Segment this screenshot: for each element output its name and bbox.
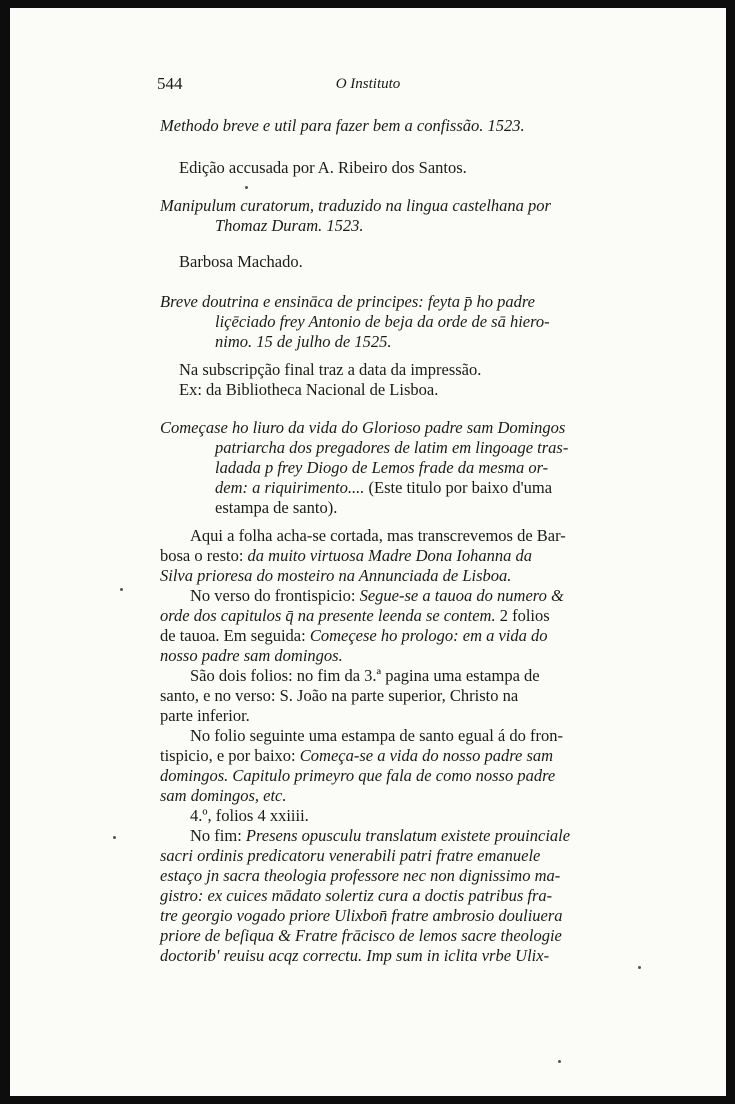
- body-line: [160, 746, 553, 766]
- entry-2-title-line: Manipulum curatorum, traduzido na lingua castelhana por: [160, 196, 551, 215]
- entry-4-title-line: [215, 478, 552, 498]
- body-line: Aqui a folha acha-se cortada, mas transcrevemos de Bar-: [190, 526, 566, 545]
- running-title: O Instituto: [335, 76, 401, 92]
- body-line: priore de beſiqua & Fratre frācisco de lemos sacre theologie: [160, 926, 562, 945]
- entry-1-note: Edição accusada por A. Ribeiro dos Santos.: [179, 158, 467, 177]
- body-line: doctorib' reuisu acqz correctu. Imp sum in iclita vrbe Ulix-: [160, 946, 550, 965]
- body-line: nosso padre sam domingos.: [160, 646, 343, 665]
- body-line: santo, e no verso: S. João na parte superior, Christo na: [160, 686, 519, 705]
- body-line: [160, 546, 532, 566]
- roman-part: 2 folios: [495, 606, 550, 625]
- body-line: [160, 626, 548, 646]
- italic-part: Começese ho prologo: em a vida do: [309, 626, 548, 645]
- page-number: 544: [157, 74, 183, 93]
- italic-part: Começa-se a vida do nosso padre sam: [299, 746, 554, 765]
- title-italic-part: dem: a riquirimento....: [215, 478, 365, 497]
- entry-3-title-line: liçēciado frey Antonio de beja da orde de sā hiero-: [215, 312, 550, 331]
- entry-2-note: Barbosa Machado.: [179, 252, 303, 271]
- scan-speck: [558, 1060, 561, 1063]
- body-line: 4.º, folios 4 xxiiii.: [190, 806, 309, 825]
- body-line: parte inferior.: [160, 706, 250, 725]
- body-line: sacri ordinis predicatoru venerabili patri fratre emanuele: [160, 846, 541, 865]
- entry-2-title-line: Thomaz Duram. 1523.: [215, 216, 364, 235]
- body-line: sam domingos, etc.: [160, 786, 287, 805]
- title-roman-part: (Este titulo por baixo d'uma: [364, 478, 553, 497]
- body-line: domingos. Capitulo primeyro que fala de como nosso padre: [160, 766, 556, 785]
- entry-4-title-line: patriarcha dos pregadores de latim em lingoage tras-: [215, 438, 569, 457]
- body-line: [160, 606, 550, 626]
- body-line: estaço jn sacra theologia professore nec non dignissimo ma-: [160, 866, 561, 885]
- scan-speck: [120, 588, 123, 591]
- entry-3-title-line: Breve doutrina e ensināca de principes: feyta p̄ ho padre: [160, 292, 535, 311]
- entry-4-title-line: ladada p frey Diogo de Lemos frade da mesma or-: [215, 458, 549, 477]
- entry-4-title-line: Começase ho liuro da vida do Glorioso padre sam Domingos: [160, 418, 566, 437]
- entry-1-title: Methodo breve e util para fazer bem a confissão. 1523.: [160, 116, 525, 135]
- body-line: No folio seguinte uma estampa de santo egual á do fron-: [190, 726, 563, 745]
- entry-3-note: Na subscripção final traz a data da impressão.: [179, 360, 482, 379]
- roman-part: bosa o resto:: [160, 546, 248, 565]
- body-line: [190, 826, 570, 846]
- italic-part: Segue-se a tauoa do numero &: [359, 586, 564, 605]
- scan-speck: [113, 836, 116, 839]
- roman-part: No verso do frontispicio:: [190, 586, 360, 605]
- roman-part: de tauoa. Em seguida:: [160, 626, 310, 645]
- body-line: tre georgio vogado priore Ulixbon̄ fratre ambrosio douliuera: [160, 906, 563, 925]
- roman-part: tispicio, e por baixo:: [160, 746, 300, 765]
- roman-part: No fim:: [190, 826, 246, 845]
- entry-3-note: Ex: da Bibliotheca Nacional de Lisboa.: [179, 380, 439, 399]
- scan-speck: [245, 186, 248, 189]
- book-page: [10, 8, 726, 1096]
- italic-part: Presens opusculu translatum existete prouinciale: [245, 826, 571, 845]
- body-line: Silva prioresa do mosteiro na Annunciada de Lisboa.: [160, 566, 512, 585]
- body-line: [190, 586, 564, 606]
- entry-3-title-line: nimo. 15 de julho de 1525.: [215, 332, 392, 351]
- body-line: São dois folios: no fim da 3.ª pagina uma estampa de: [190, 666, 540, 685]
- italic-part: da muito virtuosa Madre Dona Iohanna da: [247, 546, 532, 565]
- entry-4-title-line: estampa de santo).: [215, 498, 338, 517]
- italic-part: orde dos capitulos q̄ na presente leenda se contem.: [160, 606, 496, 625]
- scan-speck: [638, 966, 641, 969]
- body-line: gistro: ex cuices mādato solertiz cura a doctis patribus fra-: [160, 886, 553, 905]
